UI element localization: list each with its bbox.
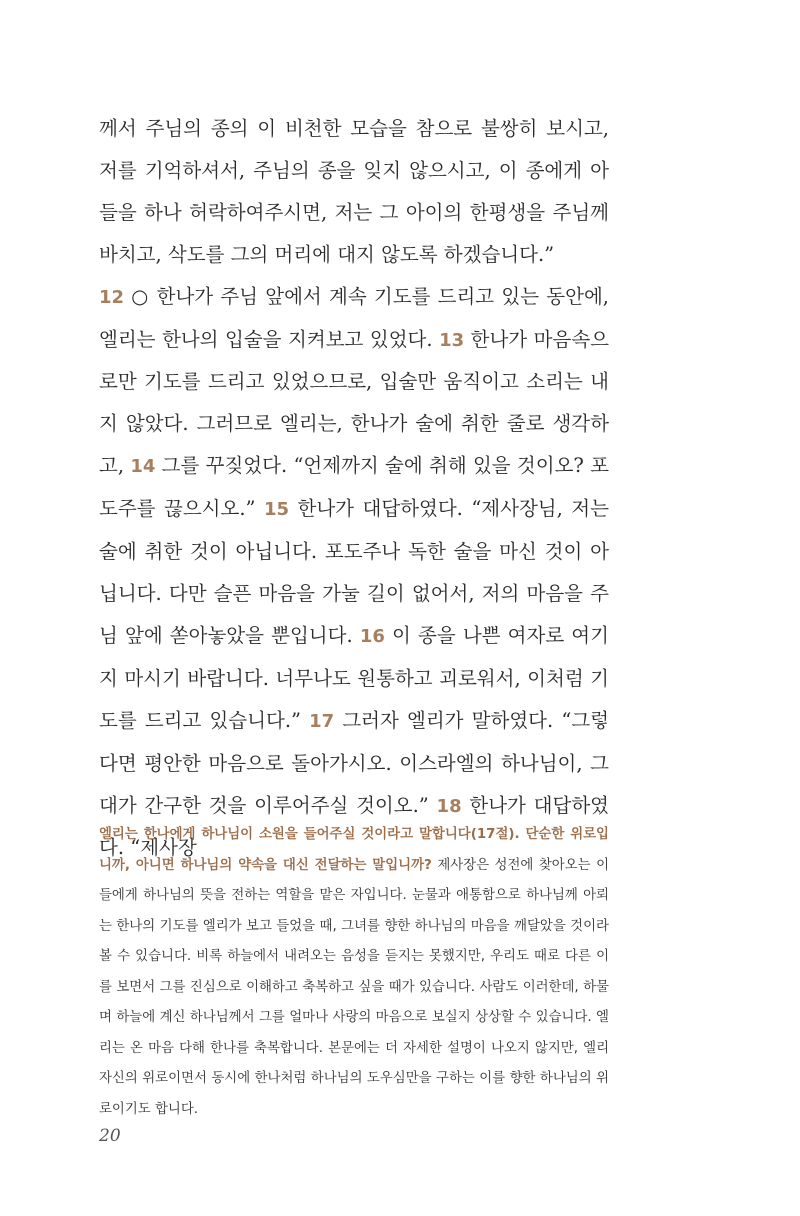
commentary-box xyxy=(99,820,609,1125)
commentary-question: 엘리는 한나에게 하나님이 소원을 들어주실 것이라고 말합니다(17절). 단순한 위로입니까, 아니면 하나님의 약속을 대신 전달하는 말입니까? xyxy=(99,827,609,873)
verse-text: 한나가 대답하였다. “제사장 xyxy=(99,793,609,860)
verse-text: 한나가 마음속으로만 기도를 드리고 있었으므로, 입술만 움직이고 소리는 내지 않았다. 그러므로 엘리는, 한나가 술에 취한 줄로 생각하고, xyxy=(99,327,609,478)
scripture-paragraph xyxy=(99,276,609,870)
verse-text: 그러자 엘리가 말하였다. “그렇다면 평안한 마음으로 돌아가시오. 이스라엘의 하나님이, 그대가 간구한 것을 이루어주실 것이오.” xyxy=(99,708,609,817)
scripture-text xyxy=(99,108,609,869)
verse-number: 12 xyxy=(99,286,125,308)
commentary-paragraph xyxy=(99,820,609,1125)
verse-text: 이 종을 나쁜 여자로 여기지 마시기 바랍니다. 너무나도 원통하고 괴로워서, 이처럼 기도를 드리고 있습니다.” xyxy=(99,623,609,732)
commentary-body: 제사장은 성전에 찾아오는 이들에게 하나님의 뜻을 전하는 역할을 맡은 자입니다. 눈물과 애통함으로 하나님께 아뢰는 한나의 기도를 엘리가 보고 들었을 때, 그녀를 향한 하나님의 마음을 깨달았을 것이라 볼 수 있습니다. 비록 하늘에서 내려오는 음성을 듣지는 못했지만, 우리도 때로 다른 이를 보면서 그를 진심으로 이해하고 축복하고 싶을 때가 있습니다. 사람도 이러한데, 하물며 하늘에 계신 하나님께서 그를 얼마나 사랑의 마음으로 보실지 상상할 수 있습니다. 엘리는 온 마음 다해 한나를 축복합니다. 본문에는 더 자세한 설명이 나오지 않지만, 엘리 자신의 위로이면서 동시에 한나처럼 하나님의 도우심만을 구하는 이를 향한 하나님의 위로이기도 합니다. xyxy=(99,857,610,1117)
verse-number: 14 xyxy=(130,456,156,478)
scripture-paragraph xyxy=(99,108,609,276)
verse-number: 17 xyxy=(309,710,335,732)
verse-text: 께서 주님의 종의 이 비천한 모습을 참으로 불쌍히 보시고, 저를 기억하셔서, 주님의 종을 잊지 않으시고, 이 종에게 아들을 하나 허락하여주시면, 저는 그 아이의 한평생을 주님께 바치고, 삭도를 그의 머리에 대지 않도록 하겠습니다.” xyxy=(99,117,609,266)
verse-text: ○ 한나가 주님 앞에서 계속 기도를 드리고 있는 동안에, 엘리는 한나의 입술을 지켜보고 있었다. xyxy=(99,284,609,351)
verse-number: 16 xyxy=(359,625,385,647)
verse-number: 18 xyxy=(436,795,462,817)
page-number: 20 xyxy=(99,1126,121,1146)
verse-text: 그를 꾸짖었다. “언제까지 술에 취해 있을 것이오? 포도주를 끊으시오.” xyxy=(99,454,610,521)
verse-text: 한나가 대답하였다. “제사장님, 저는 술에 취한 것이 아닙니다. 포도주나 독한 술을 마신 것이 아닙니다. 다만 슬픈 마음을 가눌 길이 없어서, 저의 마음을 주님 앞에 쏟아놓았을 뿐입니다. xyxy=(99,497,609,647)
verse-number: 13 xyxy=(439,329,465,351)
verse-number: 15 xyxy=(263,499,290,521)
